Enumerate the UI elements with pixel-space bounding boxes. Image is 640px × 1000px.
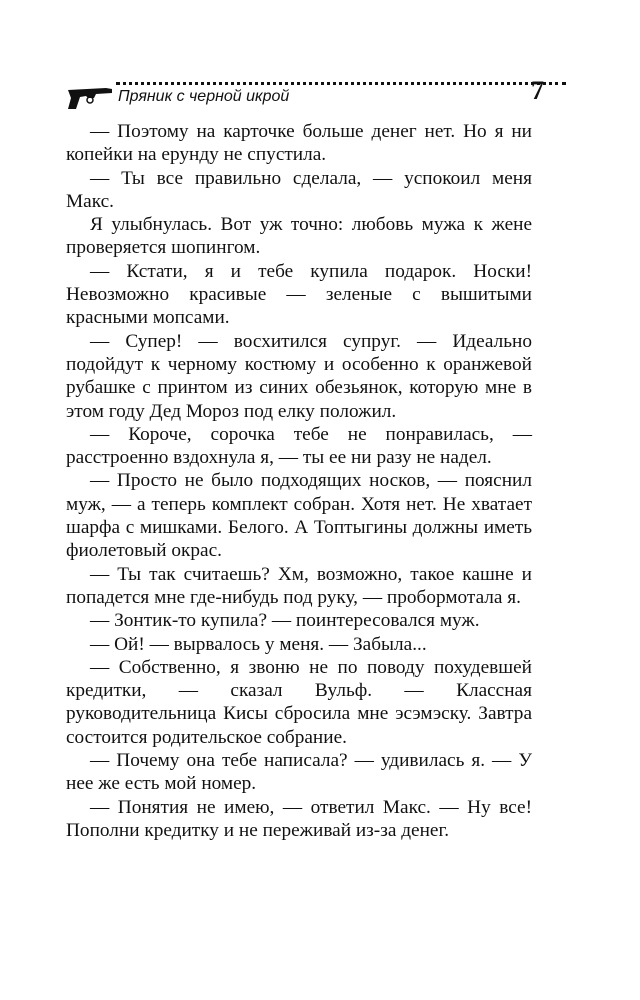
paragraph: — Зонтик-то купила? — поинтересовался муж.	[90, 610, 480, 632]
running-title: Пряник с черной икрой	[118, 88, 290, 105]
paragraph: — Понятия не имею, — ответил Макс. — Ну все! Пополни кредитку и не переживай из-за денег.	[66, 796, 532, 841]
paragraph: — Ты все правильно сделала, — успокоил меня Макс.	[66, 167, 532, 212]
paragraph: — Поэтому на карточке больше денег нет. Но я ни копейки на ерунду не спустила.	[66, 121, 532, 166]
paragraph: — Просто не было подходящих носков, — пояснил муж, — а теперь комплект собран. Хотя нет. Не хватает шарфа с мишками. Белого. А Топтыгины должны иметь фиолетовый окрас.	[66, 470, 532, 562]
page-text	[66, 120, 532, 842]
running-header	[66, 74, 544, 114]
dotted-rule	[116, 82, 566, 85]
page-number: 7	[531, 76, 544, 105]
paragraph: — Почему она тебе написала? — удивилась я. — У нее же есть мой номер.	[66, 750, 532, 795]
paragraph: — Ой! — вырвалось у меня. — Забыла...	[90, 633, 427, 655]
paragraph: Я улыбнулась. Вот уж точно: любовь мужа к жене проверяется шопингом.	[66, 214, 532, 259]
paragraph: — Супер! — восхитился супруг. — Идеально подойдут к черному костюму и особенно к оранжевой рубашке с принтом из синих обезьянок, которую мне в этом году Дед Мороз под елку положил.	[66, 330, 532, 422]
paragraph: — Собственно, я звоню не по поводу похудевшей кредитки, — сказал Вульф. — Классная руководительница Кисы сбросила мне эсэмэску. Завтра состоится родительское собрание.	[66, 656, 532, 748]
paragraph: — Ты так считаешь? Хм, возможно, такое кашне и попадется мне где-нибудь под руку, — пробормотала я.	[66, 563, 532, 608]
paragraph: — Кстати, я и тебе купила подарок. Носки! Невозможно красивые — зеленые с вышитыми красными мопсами.	[66, 260, 532, 329]
paragraph: — Короче, сорочка тебе не понравилась, — расстроенно вздохнула я, — ты ее ни разу не надел.	[66, 423, 532, 469]
revolver-icon	[66, 80, 114, 110]
